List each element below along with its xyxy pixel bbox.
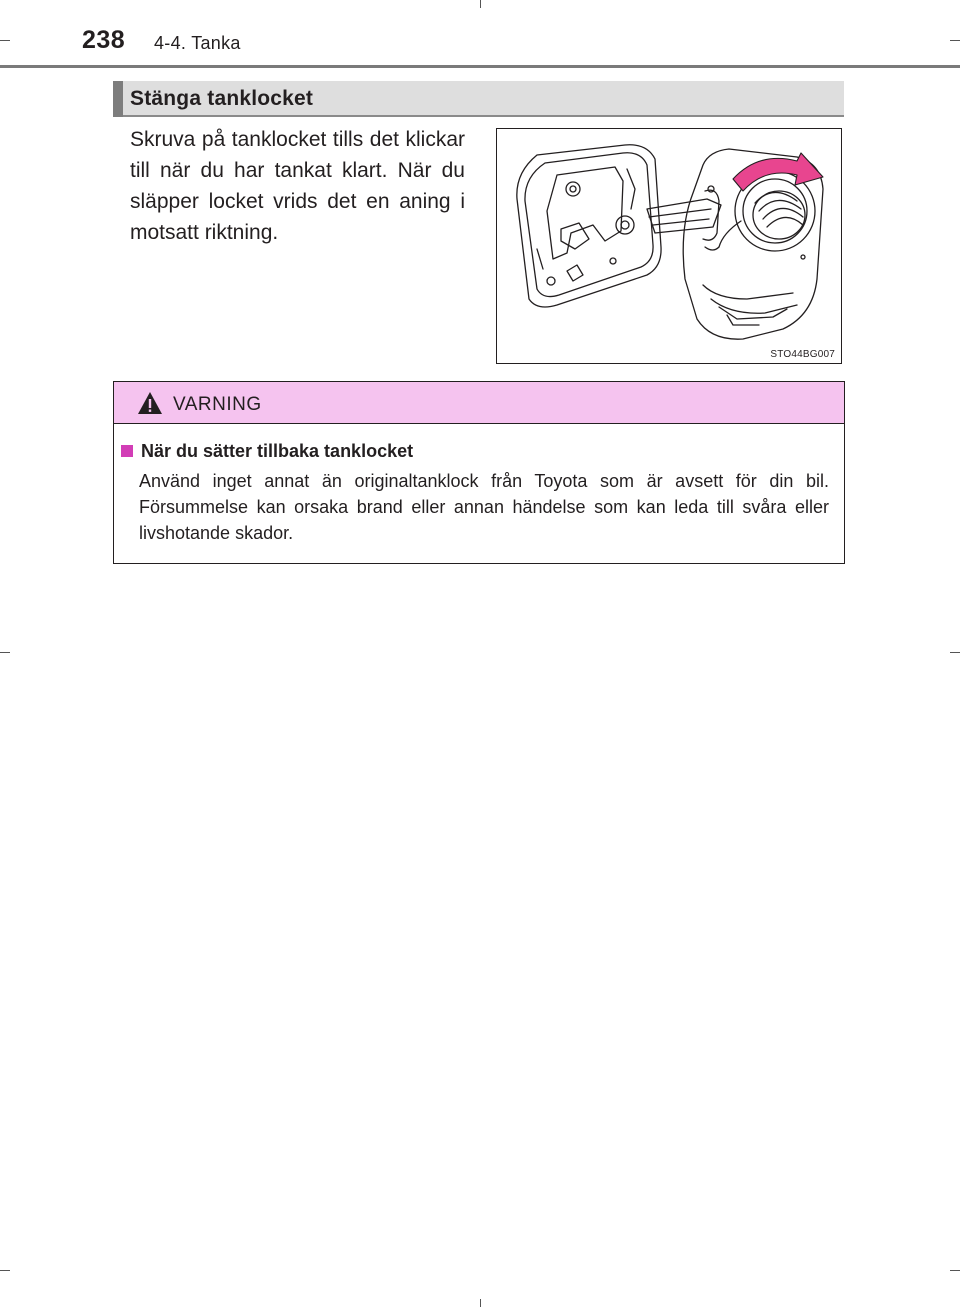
chapter-title: 4-4. Tanka (154, 33, 241, 53)
warning-item-text: Använd inget annat än originaltanklock från Toyota som är avsett för din bil. Försummelse kan orsaka brand eller annan händelse som kan leda till svåra eller livshotande skador. (139, 471, 829, 543)
crop-mark (0, 1270, 10, 1271)
crop-mark (950, 652, 960, 653)
warning-header (114, 382, 844, 424)
figure-code: STO44BG007 (770, 349, 835, 360)
fuel-cap-illustration (496, 128, 842, 364)
section-title: Stänga tanklocket (130, 87, 314, 110)
fuel-door-drawing (497, 129, 841, 363)
warning-item-title-text: När du sätter tillbaka tanklocket (141, 441, 414, 461)
crop-mark (950, 40, 960, 41)
warning-label: VARNING (173, 394, 262, 415)
page-number: 238 (82, 26, 126, 54)
body-paragraph: Skruva på tanklocket tills det klickar till när du har tankat klart. När du släpper locket vrids det en aning i motsatt riktning. (130, 128, 465, 244)
warning-box (113, 381, 845, 564)
warning-item-title (121, 441, 413, 462)
crop-mark (950, 1270, 960, 1271)
header-divider (0, 65, 960, 68)
crop-mark (0, 40, 10, 41)
rotation-arrow-icon (733, 153, 823, 191)
square-bullet-icon (121, 445, 133, 457)
crop-mark (0, 652, 10, 653)
section-header (113, 81, 844, 117)
crop-mark (480, 0, 481, 8)
section-header-bar (113, 81, 123, 117)
warning-triangle-icon (137, 391, 163, 415)
crop-mark (480, 1299, 481, 1307)
